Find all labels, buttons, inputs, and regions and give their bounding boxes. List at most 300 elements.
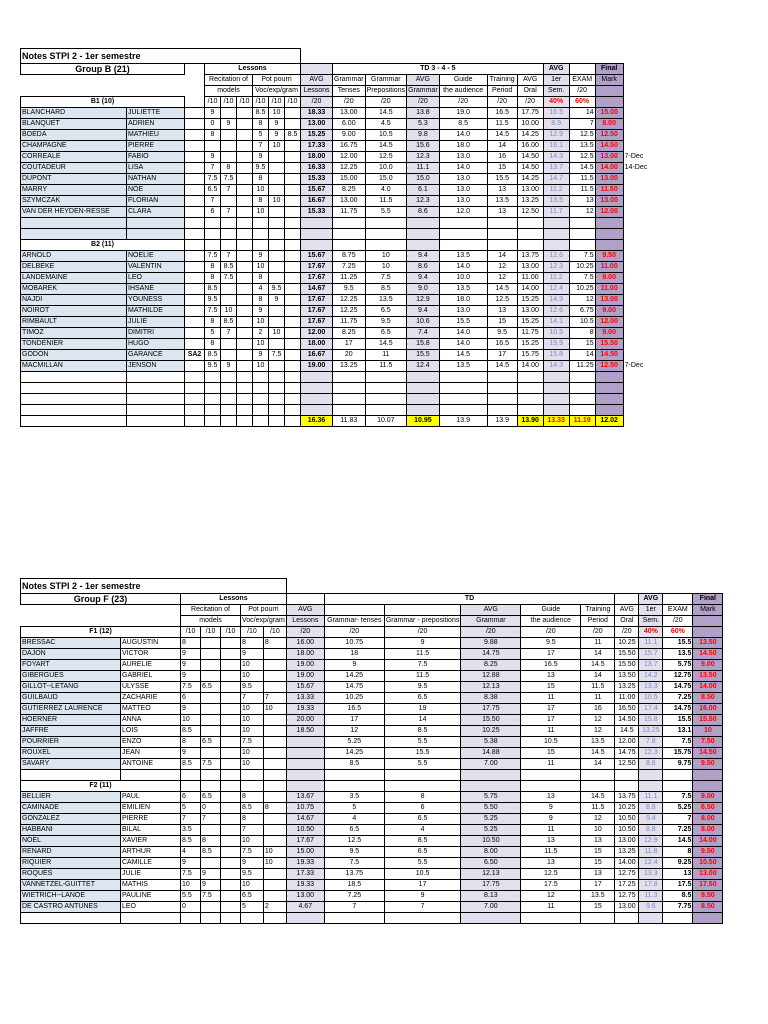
student-row [21, 704, 723, 715]
grade-cell: 7.5 [241, 737, 264, 748]
grade-cell: 9.5 [521, 638, 581, 649]
grade-cell: 7.5 [221, 273, 237, 284]
grade-cell: 12.00 [595, 317, 623, 328]
grade-cell: 7 [384, 902, 461, 913]
student-last-name: SAVARY [21, 759, 121, 770]
grade-cell [263, 737, 286, 748]
grade-cell: 14.0 [439, 262, 487, 273]
grade-cell [185, 108, 205, 119]
grade-cell: 13.5 [569, 141, 595, 152]
grade-cell: 5.25 [663, 803, 693, 814]
grade-cell: 8.5 [439, 119, 487, 130]
student-last-name: JAFFRE [21, 726, 121, 737]
grade-cell [185, 361, 205, 372]
grade-cell: 14.00 [517, 284, 543, 295]
grade-cell: 7 [241, 693, 264, 704]
grade-cell: 7 [569, 119, 595, 130]
grade-cell [201, 649, 221, 660]
grade-cell: 10.50 [615, 814, 639, 825]
grade-cell: 7.5 [241, 847, 264, 858]
student-last-name: BLANQUET [21, 119, 127, 130]
grade-cell [185, 152, 205, 163]
student-first-name: NATHAN [127, 174, 185, 185]
grade-cell: 14.50 [595, 141, 623, 152]
grade-cell: 12.75 [663, 671, 693, 682]
grade-cell: 9 [205, 152, 221, 163]
grade-cell: 5 [181, 803, 201, 814]
grade-cell [285, 328, 301, 339]
grade-cell: 14.5 [615, 726, 639, 737]
grade-cell: 4.67 [286, 902, 324, 913]
student-last-name: NOIROT [21, 306, 127, 317]
grade-cell: 7.25 [663, 693, 693, 704]
grade-cell [221, 649, 241, 660]
grade-cell: 14.5 [439, 350, 487, 361]
grade-cell: 20.00 [286, 715, 324, 726]
grade-cell: 12.3 [407, 196, 440, 207]
grade-cell: 11 [581, 638, 615, 649]
grade-cell: 18.0 [439, 295, 487, 306]
grade-cell: 10.25 [615, 803, 639, 814]
student-first-name: VICTOR [121, 649, 181, 660]
grade-cell: 11.5 [384, 649, 461, 660]
grade-cell: 5.75 [663, 660, 693, 671]
grade-cell: 11.5 [581, 803, 615, 814]
grade-cell: 5.25 [461, 825, 521, 836]
scale: /20 [439, 97, 487, 108]
tenses-heading: Tenses [333, 86, 366, 97]
class-average: 13.90 [517, 416, 543, 427]
grade-cell: 8.6 [407, 207, 440, 218]
grade-cell: 7.25 [663, 825, 693, 836]
student-row [21, 660, 723, 671]
grade-cell: 16.5 [487, 108, 517, 119]
grade-cell [201, 726, 221, 737]
grade-cell: 9.00 [693, 660, 723, 671]
audience-heading: the audience [521, 616, 581, 627]
grade-cell: 14.5 [663, 836, 693, 847]
grade-cell: 8.5 [384, 836, 461, 847]
grade-cell: 7.5 [181, 869, 201, 880]
grade-cell: 10 [269, 141, 285, 152]
student-first-name: AURELIE [121, 660, 181, 671]
student-first-name: MATTEO [121, 704, 181, 715]
student-last-name: LANDEMAINE [21, 273, 127, 284]
grade-cell: 9.5 [365, 317, 407, 328]
grade-cell: 10.0 [365, 163, 407, 174]
grade-cell [237, 295, 253, 306]
grade-cell: 14.5 [581, 748, 615, 759]
grade-cell: 6.50 [693, 803, 723, 814]
grade-cell: 14.00 [693, 836, 723, 847]
student-first-name: NOE [127, 185, 185, 196]
grade-cell: 13.00 [517, 306, 543, 317]
grade-cell: 13.00 [615, 836, 639, 847]
grade-cell: 12.0 [439, 207, 487, 218]
grade-cell: 5.5 [384, 759, 461, 770]
grade-cell: 10.5 [543, 328, 569, 339]
grade-cell [201, 660, 221, 671]
grade-cell: 8.5 [253, 108, 269, 119]
guide-heading: Guide [521, 605, 581, 616]
grade-cell: 14.75 [461, 649, 521, 660]
grade-cell: 13.5 [439, 361, 487, 372]
subgroup-heading: B2 (11) [21, 240, 185, 251]
grade-cell: 7 [663, 814, 693, 825]
student-first-name: MATHILDE [127, 306, 185, 317]
grade-cell: 13 [581, 869, 615, 880]
grade-cell [623, 251, 651, 262]
grade-cell [623, 295, 651, 306]
student-last-name: SZYMCZAK [21, 196, 127, 207]
grade-cell [269, 306, 285, 317]
student-first-name: JULIE [121, 869, 181, 880]
vocexp-heading: Voc/exp/gram [253, 86, 301, 97]
grade-cell: 12.00 [333, 152, 366, 163]
grade-cell: 8.5 [285, 130, 301, 141]
grade-cell: 12.5 [487, 295, 517, 306]
spacer-row [21, 913, 723, 924]
grade-cell: 9 [181, 660, 201, 671]
grade-cell: 13 [487, 306, 517, 317]
avg-oral-heading: AVG [517, 75, 543, 86]
scale: /10 [237, 97, 253, 108]
grade-cell: 13.0 [439, 152, 487, 163]
grade-cell: 14.5 [365, 108, 407, 119]
student-row [21, 803, 723, 814]
grade-cell [237, 163, 253, 174]
grade-cell [623, 196, 651, 207]
grade-cell: 15.25 [517, 295, 543, 306]
grade-cell: 14.50 [517, 152, 543, 163]
lessons-heading: Lessons [205, 64, 301, 75]
grade-cell: 12.4 [407, 361, 440, 372]
student-first-name: IHSANE [127, 284, 185, 295]
grade-cell: 20 [333, 350, 366, 361]
grade-cell: 9.5 [324, 847, 384, 858]
grade-cell [237, 328, 253, 339]
student-last-name: BELLIER [21, 792, 121, 803]
grade-cell: 14.3 [543, 361, 569, 372]
grade-cell: 12 [581, 814, 615, 825]
grade-cell: 14.7 [543, 174, 569, 185]
grade-cell [263, 660, 286, 671]
grade-cell [237, 119, 253, 130]
grade-cell: 13.25 [639, 726, 663, 737]
grade-cell: 16.33 [301, 163, 333, 174]
grade-cell: 11.25 [333, 273, 366, 284]
grade-cell: 11 [365, 350, 407, 361]
class-average: 16.36 [301, 416, 333, 427]
grade-cell: 15.5 [384, 748, 461, 759]
student-row [21, 152, 652, 163]
grade-cell: 16.5 [521, 660, 581, 671]
grade-cell: 15.67 [286, 682, 324, 693]
grade-cell: 12.25 [333, 163, 366, 174]
grade-cell: 9 [269, 130, 285, 141]
grade-cell: 8.00 [595, 119, 623, 130]
grade-cell [185, 273, 205, 284]
grade-cell: 9.75 [663, 759, 693, 770]
grade-cell: 14.5 [365, 141, 407, 152]
student-row [21, 196, 652, 207]
grade-cell [285, 317, 301, 328]
student-first-name: LISA [127, 163, 185, 174]
grade-cell: 15 [521, 682, 581, 693]
grade-cell: 15 [487, 317, 517, 328]
grade-cell: 8 [253, 174, 269, 185]
grade-cell [221, 350, 237, 361]
final-heading: Final [595, 64, 623, 75]
student-last-name: TONDENIER [21, 339, 127, 350]
grade-cell: 17.5 [663, 880, 693, 891]
grade-cell: 13.25 [615, 682, 639, 693]
grade-cell: 14.75 [663, 704, 693, 715]
grade-cell: 14 [569, 350, 595, 361]
grade-cell: 17 [521, 715, 581, 726]
exam-scale: /20 [663, 616, 693, 627]
student-row [21, 130, 652, 141]
grade-cell: 19.33 [286, 858, 324, 869]
grade-cell [623, 328, 651, 339]
grade-cell [263, 748, 286, 759]
grade-cell [285, 119, 301, 130]
grade-cell: 5 [324, 803, 384, 814]
student-row [21, 825, 723, 836]
scale: /20 [384, 627, 461, 638]
spacer-row [21, 229, 652, 240]
grade-cell: 15.6 [407, 141, 440, 152]
grade-cell [237, 130, 253, 141]
grade-cell: 16 [581, 704, 615, 715]
student-last-name: BOEDA [21, 130, 127, 141]
grade-cell: 13 [521, 671, 581, 682]
grade-cell: 19.00 [286, 660, 324, 671]
student-first-name: FLORIAN [127, 196, 185, 207]
class-average: 13.33 [543, 416, 569, 427]
scale: /20 [615, 627, 639, 638]
grade-cell: 9.4 [407, 306, 440, 317]
student-last-name: DELBEKE [21, 262, 127, 273]
grade-cell: 9.5 [269, 284, 285, 295]
grade-cell [263, 649, 286, 660]
grade-cell: 7.75 [663, 902, 693, 913]
grade-cell: 10 [241, 704, 264, 715]
student-last-name: ROQUES [21, 869, 121, 880]
grade-cell: 14.75 [324, 682, 384, 693]
grade-cell: 10 [365, 262, 407, 273]
grade-cell: 10.0 [439, 273, 487, 284]
grade-cell: 7 [324, 902, 384, 913]
grade-cell [237, 185, 253, 196]
grade-cell: 14.50 [595, 350, 623, 361]
grade-cell: 11.5 [365, 361, 407, 372]
student-first-name: PAULINE [121, 891, 181, 902]
grade-cell: 14.00 [615, 858, 639, 869]
student-row [21, 715, 723, 726]
grade-cell: 8 [181, 737, 201, 748]
grade-cell [221, 284, 237, 295]
student-first-name: LOIS [121, 726, 181, 737]
grade-cell: 7-Dec [624, 153, 644, 160]
grade-cell: 9.4 [407, 273, 440, 284]
grade-cell: 5.38 [461, 737, 521, 748]
grade-cell: 16.67 [301, 196, 333, 207]
grade-cell: 10 [693, 726, 723, 737]
grade-cell: 8.9 [543, 119, 569, 130]
grade-cell: 14.25 [517, 130, 543, 141]
grade-cell: 7.4 [407, 328, 440, 339]
grade-cell: 14-Dec [624, 164, 648, 171]
grade-cell: 13.7 [639, 660, 663, 671]
grade-cell: 8.5 [365, 284, 407, 295]
grade-cell: 12.00 [595, 207, 623, 218]
scale: /10 [269, 97, 285, 108]
grade-cell: 13.00 [286, 891, 324, 902]
grade-cell [623, 306, 651, 317]
lessons-heading: Lessons [181, 594, 287, 605]
grade-cell: 14.5 [581, 660, 615, 671]
grade-cell [221, 141, 237, 152]
grade-cell: 14.0 [439, 339, 487, 350]
grade-cell: 14.2 [639, 671, 663, 682]
avg-oral-heading: AVG [615, 605, 639, 616]
grade-cell: 14.50 [517, 163, 543, 174]
student-last-name: COUTADEUR [21, 163, 127, 174]
student-row [21, 350, 652, 361]
grade-cell: 11.3 [639, 891, 663, 902]
grade-cell: 13 [569, 196, 595, 207]
grade-cell: 14.5 [487, 284, 517, 295]
grade-cell: 10 [241, 726, 264, 737]
weight-60: 60% [663, 627, 693, 638]
grade-cell [221, 715, 241, 726]
grade-cell: 14.25 [517, 174, 543, 185]
grade-cell [623, 130, 651, 141]
grade-cell [221, 682, 241, 693]
grade-cell: 17 [521, 649, 581, 660]
grade-cell: 12.00 [301, 328, 333, 339]
student-row [21, 682, 723, 693]
grade-cell [185, 262, 205, 273]
grade-cell [269, 185, 285, 196]
grade-cell [285, 141, 301, 152]
student-row [21, 891, 723, 902]
recitation-heading: Recitation of [205, 75, 253, 86]
grade-cell: 3.5 [324, 792, 384, 803]
grade-cell: 10 [241, 880, 264, 891]
grade-cell: 6 [181, 693, 201, 704]
grade-cell: 13.25 [517, 196, 543, 207]
grade-cell: 7.5 [205, 251, 221, 262]
grade-cell: 9.50 [693, 759, 723, 770]
grade-cell: 19.33 [286, 704, 324, 715]
grade-cell: 13.5 [581, 737, 615, 748]
grade-cell: 17 [384, 880, 461, 891]
grade-cell [285, 196, 301, 207]
grade-cell: 10.25 [569, 284, 595, 295]
grade-cell: 9.5 [384, 682, 461, 693]
scale: /20 [521, 627, 581, 638]
student-row [21, 671, 723, 682]
student-row [21, 814, 723, 825]
student-row [21, 792, 723, 803]
grade-cell: 4 [253, 284, 269, 295]
student-first-name: GABRIEL [121, 671, 181, 682]
grade-cell [221, 891, 241, 902]
grade-cell: 12 [487, 262, 517, 273]
grade-cell: 10.5 [521, 737, 581, 748]
grade-cell [221, 693, 241, 704]
grade-cell: 7 [241, 825, 264, 836]
grade-cell: 10 [241, 715, 264, 726]
grade-cell: 10 [263, 704, 286, 715]
grade-cell: 13 [521, 836, 581, 847]
mark-heading: Mark [595, 75, 623, 86]
grade-cell: 10 [263, 847, 286, 858]
grade-cell: 14.25 [324, 748, 384, 759]
grade-cell [623, 284, 651, 295]
scale: /20 [333, 97, 366, 108]
grade-cell: 8 [253, 119, 269, 130]
grade-cell: 12.13 [461, 682, 521, 693]
grade-cell [201, 748, 221, 759]
grade-cell: 13 [581, 836, 615, 847]
tenses-heading: Grammar- tenses [324, 616, 384, 627]
grade-cell: 10.5 [365, 130, 407, 141]
grade-cell: 10.25 [615, 638, 639, 649]
period-heading: Period [581, 616, 615, 627]
grade-cell: 17 [521, 704, 581, 715]
grade-cell: 9.5 [241, 869, 264, 880]
subgroup-heading: B1 (10) [21, 97, 185, 108]
grade-cell [185, 207, 205, 218]
grammar-subheading: Grammar [461, 616, 521, 627]
grade-cell: 13.50 [693, 638, 723, 649]
grade-cell: 12.6 [543, 306, 569, 317]
grade-cell: 18.0 [439, 141, 487, 152]
scale: /10 [221, 627, 241, 638]
grade-cell: 13.75 [615, 792, 639, 803]
grade-cell [269, 317, 285, 328]
grade-cell: 17.75 [517, 108, 543, 119]
grade-cell: 13.8 [407, 108, 440, 119]
student-first-name: BILAL [121, 825, 181, 836]
grade-cell [185, 306, 205, 317]
grade-cell [285, 152, 301, 163]
student-first-name: CAMILLE [121, 858, 181, 869]
grade-cell [263, 759, 286, 770]
student-last-name: NAJDI [21, 295, 127, 306]
grade-cell [221, 196, 237, 207]
grade-cell: 18.00 [286, 649, 324, 660]
grade-cell: 11 [521, 825, 581, 836]
grade-cell: 17.67 [301, 295, 333, 306]
grade-cell [221, 671, 241, 682]
student-first-name: HUGO [127, 339, 185, 350]
grade-cell: 10.5 [384, 869, 461, 880]
grade-cell: 6.5 [324, 825, 384, 836]
exam-heading: EXAM [663, 605, 693, 616]
grade-cell: 4.5 [365, 119, 407, 130]
grade-cell: 13.00 [517, 262, 543, 273]
grammar-heading: Grammar [365, 75, 407, 86]
grade-cell [263, 825, 286, 836]
grade-cell: 11.8 [639, 847, 663, 858]
grade-cell: 14 [384, 715, 461, 726]
grade-cell: 16.00 [286, 638, 324, 649]
grade-cell [201, 902, 221, 913]
